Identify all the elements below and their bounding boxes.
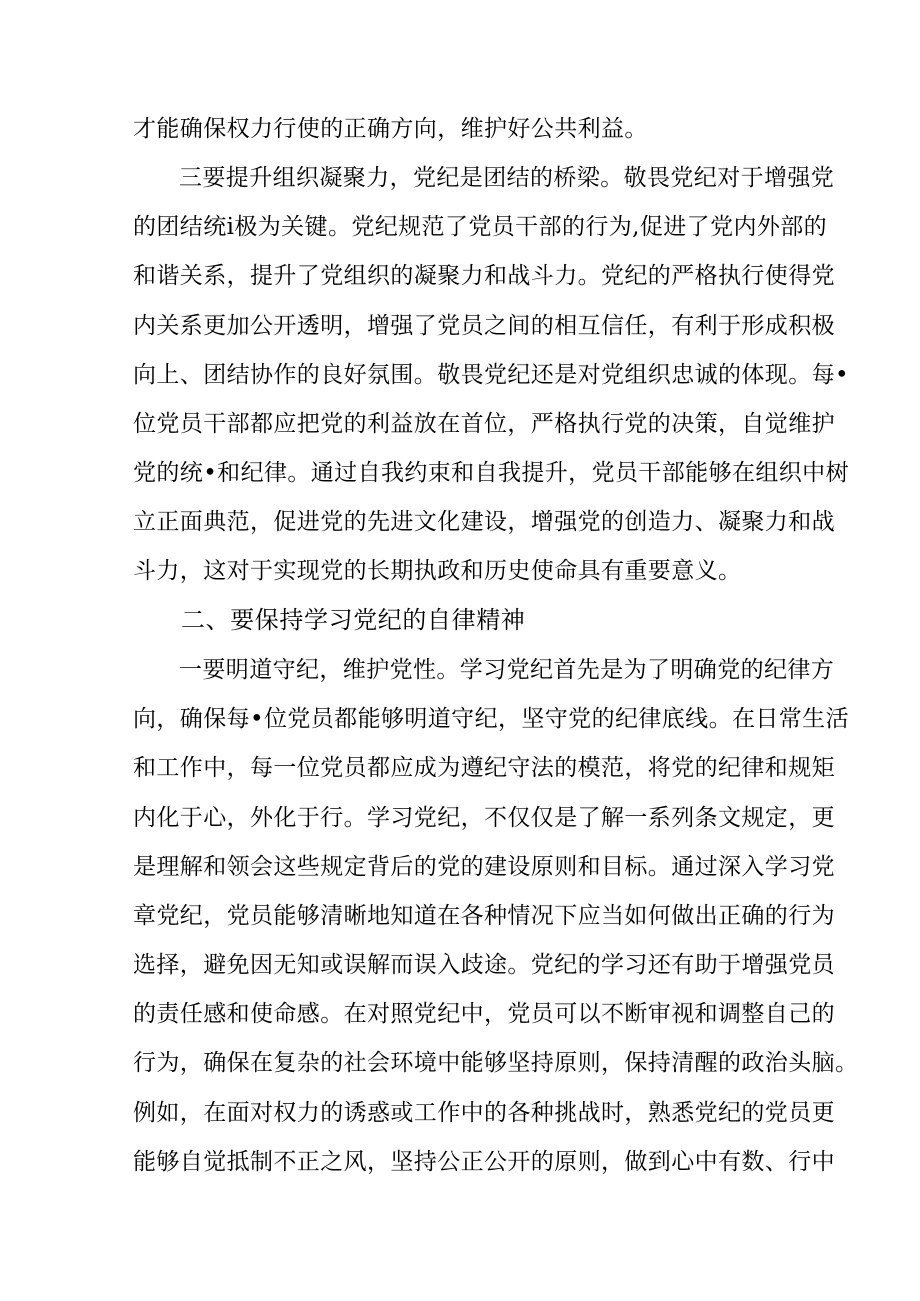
text-line: 立正面典范，促进党的先进文化建设，增强党的创造力、凝聚力和战: [133, 509, 835, 535]
paragraph-first-line: 三要提升组织凝聚力，党纪是团结的桥梁。敬畏党纪对于增强党: [179, 165, 835, 191]
paragraph-first-line: 一要明道守纪，维护党性。学习党纪首先是为了明确党的纪律方: [179, 657, 835, 683]
text-line: 的责任感和使命感。在对照党纪中，党员可以不断审视和调整自己的: [133, 1001, 835, 1027]
section-heading: 二、要保持学习党纪的自律精神: [181, 606, 526, 634]
text-line: 向，确保每•位党员都能够明道守纪，坚守党的纪律底线。在日常生活: [133, 706, 849, 732]
text-line: 的团结统i极为关键。党纪规范了党员干部的行为,促进了党内外部的: [133, 214, 828, 240]
text-line: 内关系更加公开透明，增强了党员之间的相互信任，有利于形成积极: [133, 313, 835, 339]
text-line: 能够自觉抵制不正之风，坚持公正公开的原则，做到心中有数、行中: [133, 1149, 835, 1175]
text-line: 和谐关系，提升了党组织的凝聚力和战斗力。党纪的严格执行使得党: [133, 263, 835, 289]
text-line: 是理解和领会这些规定背后的党的建设原则和目标。通过深入学习党: [133, 854, 835, 880]
text-line: 斗力，这对于实现党的长期执政和历史使命具有重要意义。: [133, 558, 742, 584]
text-line: 例如，在面对权力的诱惑或工作中的各种挑战时，熟悉党纪的党员更: [133, 1100, 835, 1126]
text-line: 向上、团结协作的良好氛围。敬畏党纪还是对党组织忠诚的体现。每•: [133, 362, 849, 388]
text-line: 行为，确保在复杂的社会环境中能够坚持原则，保持清醒的政治头脑。: [133, 1050, 859, 1076]
text-line: 内化于心，外化于行。学习党纪，不仅仅是了解一系列条文规定，更: [133, 805, 835, 831]
text-line: 选择，避免因无知或误解而误入歧途。党纪的学习还有助于增强党员: [133, 952, 835, 978]
text-line: 位党员干部都应把党的利益放在首位，严格执行党的决策，自觉维护: [133, 411, 835, 437]
text-line: 章党纪，党员能够清晰地知道在各种情况下应当如何做出正确的行为: [133, 903, 835, 929]
text-line: 和工作中，每一位党员都应成为遵纪守法的模范，将党的纪律和规矩: [133, 755, 835, 781]
text-line: 党的统•和纪律。通过自我约束和自我提升，党员干部能够在组织中树: [133, 460, 849, 486]
text-line: 才能确保权力行使的正确方向，维护好公共利益。: [133, 116, 648, 142]
